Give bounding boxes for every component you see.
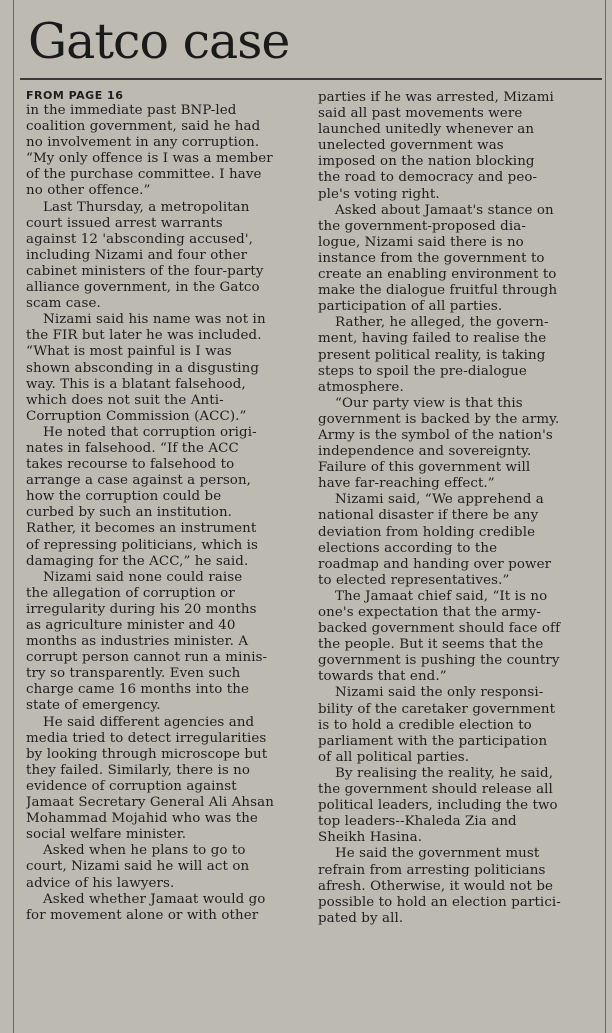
- page-right-rule: [605, 0, 606, 1033]
- text-line: government is pushing the country: [318, 653, 560, 669]
- text-line: court issued arrest warrants: [26, 215, 223, 231]
- text-line: advice of his lawyers.: [26, 875, 175, 891]
- text-line: Sheikh Hasina.: [318, 830, 423, 846]
- text-line: He said the government must: [335, 846, 540, 862]
- text-line: try so transparently. Even such: [26, 666, 241, 682]
- text-line: of the purchase committee. I have: [26, 167, 262, 183]
- text-line: parties if he was arrested, Mizami: [318, 90, 554, 105]
- text-line: backed government should face off: [318, 621, 561, 637]
- text-line: instance from the government to: [318, 250, 545, 266]
- text-line: top leaders--Khaleda Zia and: [318, 814, 517, 830]
- article-column-left: [26, 90, 304, 924]
- text-line: the government-proposed dia-: [318, 218, 526, 234]
- text-line: The Jamaat chief said, “It is no: [335, 588, 548, 604]
- text-line: state of emergency.: [26, 698, 161, 714]
- text-line: deviation from holding credible: [318, 524, 536, 540]
- text-line: the people. But it seems that the: [318, 637, 544, 653]
- text-line: By realising the reality, he said,: [335, 765, 554, 781]
- text-line: imposed on the nation blocking: [318, 154, 535, 170]
- text-line: He noted that corruption origi-: [43, 424, 257, 440]
- text-line: of all political parties.: [318, 749, 470, 765]
- text-line: months as industries minister. A: [26, 634, 249, 650]
- text-line: “My only offence is I was a member: [26, 151, 273, 167]
- text-line: takes recourse to falsehood to: [26, 457, 235, 473]
- text-line: participation of all parties.: [318, 299, 503, 315]
- text-line: Failure of this government will: [318, 460, 531, 476]
- text-line: pated by all.: [318, 910, 404, 926]
- text-line: the road to democracy and peo-: [318, 170, 538, 186]
- text-line: to elected representatives.”: [318, 572, 510, 588]
- text-line: alliance government, in the Gatco: [26, 280, 260, 296]
- text-line: logue, Nizami said there is no: [318, 234, 524, 250]
- text-line: elections according to the: [318, 540, 498, 556]
- jump-line: FROM PAGE 16: [26, 89, 124, 102]
- text-line: Rather, he alleged, the govern-: [335, 315, 549, 331]
- text-line: have far-reaching effect.”: [318, 476, 495, 492]
- text-line: refrain from arresting politicians: [318, 862, 546, 878]
- text-line: how the corruption could be: [26, 489, 222, 505]
- text-line: bility of the caretaker government: [318, 701, 556, 717]
- text-line: is to hold a credible election to: [318, 717, 532, 733]
- text-line: damaging for the ACC,” he said.: [26, 553, 249, 569]
- text-line: cabinet ministers of the four-party: [26, 263, 264, 279]
- text-line: including Nizami and four other: [26, 247, 248, 263]
- text-line: irregularity during his 20 months: [26, 601, 257, 617]
- text-line: create an enabling environment to: [318, 267, 557, 283]
- text-line: parliament with the participation: [318, 733, 548, 749]
- text-line: scam case.: [26, 296, 101, 312]
- text-line: He said different agencies and: [43, 714, 255, 730]
- text-line: way. This is a blatant falsehood,: [26, 376, 246, 392]
- text-line: of repressing politicians, which is: [26, 537, 259, 553]
- text-line: Nizami said the only responsi-: [335, 685, 544, 701]
- text-line: Mohammad Mojahid who was the: [26, 811, 258, 827]
- text-line: “What is most painful is I was: [26, 344, 232, 360]
- text-line: the FIR but later he was included.: [26, 328, 262, 344]
- text-line: by looking through microscope but: [26, 746, 268, 762]
- text-line: towards that end.”: [318, 669, 447, 685]
- text-line: Nizami said his name was not in: [43, 312, 266, 328]
- text-line: social welfare minister.: [26, 827, 187, 843]
- text-line: Asked about Jamaat's stance on: [335, 202, 554, 218]
- text-line: ple's voting right.: [318, 186, 440, 202]
- text-line: evidence of corruption against: [26, 778, 237, 794]
- right-column-text: [318, 90, 596, 927]
- text-line: corrupt person cannot run a minis-: [26, 650, 268, 666]
- text-line: no other offence.”: [26, 183, 151, 199]
- text-line: for movement alone or with other: [26, 907, 259, 923]
- text-line: possible to hold an election partici-: [318, 894, 561, 910]
- text-line: court, Nizami said he will act on: [26, 859, 250, 875]
- text-line: they failed. Similarly, there is no: [26, 762, 251, 778]
- text-line: Rather, it becomes an instrument: [26, 521, 257, 537]
- text-line: Corruption Commission (ACC).”: [26, 408, 247, 424]
- text-line: present political reality, is taking: [318, 347, 546, 363]
- text-line: Jamaat Secretary General Ali Ahsan: [26, 795, 274, 811]
- text-line: steps to spoil the pre-dialogue: [318, 363, 527, 379]
- article-column-right: [318, 90, 596, 927]
- text-line: ment, having failed to realise the: [318, 331, 547, 347]
- text-line: which does not suit the Anti-: [26, 392, 224, 408]
- text-line: Nizami said none could raise: [43, 569, 243, 585]
- text-line: coalition government, said he had: [26, 119, 261, 135]
- text-line: make the dialogue fruitful through: [318, 283, 558, 299]
- text-line: roadmap and handing over power: [318, 556, 552, 572]
- text-line: government is backed by the army.: [318, 411, 560, 427]
- text-line: political leaders, including the two: [318, 798, 558, 814]
- left-column-text: [26, 103, 304, 924]
- text-line: afresh. Otherwise, it would not be: [318, 878, 554, 894]
- text-line: unelected government was: [318, 138, 504, 154]
- text-line: in the immediate past BNP-led: [26, 103, 237, 118]
- text-line: media tried to detect irregularities: [26, 730, 267, 746]
- text-line: Last Thursday, a metropolitan: [43, 199, 250, 215]
- text-line: no involvement in any corruption.: [26, 135, 260, 151]
- text-line: one's expectation that the army-: [318, 605, 542, 620]
- text-line: Nizami said, “We apprehend a: [335, 492, 544, 508]
- page-left-rule: [13, 0, 14, 1033]
- text-line: atmosphere.: [318, 379, 404, 395]
- text-line: against 12 'absconding accused',: [26, 231, 253, 247]
- headline-rule: [20, 78, 602, 80]
- text-line: the allegation of corruption or: [26, 585, 235, 601]
- text-line: the government should release all: [318, 782, 553, 798]
- text-line: Asked whether Jamaat would go: [43, 891, 266, 907]
- text-line: independence and sovereignty.: [318, 444, 532, 460]
- text-line: Asked when he plans to go to: [43, 843, 246, 859]
- text-line: nates in falsehood. “If the ACC: [26, 440, 239, 456]
- text-line: arrange a case against a person,: [26, 473, 252, 489]
- text-line: national disaster if there be any: [318, 508, 539, 524]
- text-line: as agriculture minister and 40: [26, 618, 236, 633]
- text-line: said all past movements were: [318, 106, 523, 122]
- text-line: curbed by such an institution.: [26, 505, 233, 521]
- text-line: launched unitedly whenever an: [318, 122, 535, 138]
- text-line: shown absconding in a disgusting: [26, 360, 260, 376]
- text-line: charge came 16 months into the: [26, 682, 249, 698]
- text-line: Army is the symbol of the nation's: [318, 427, 553, 443]
- headline: Gatco case: [28, 13, 290, 70]
- text-line: “Our party view is that this: [335, 395, 523, 411]
